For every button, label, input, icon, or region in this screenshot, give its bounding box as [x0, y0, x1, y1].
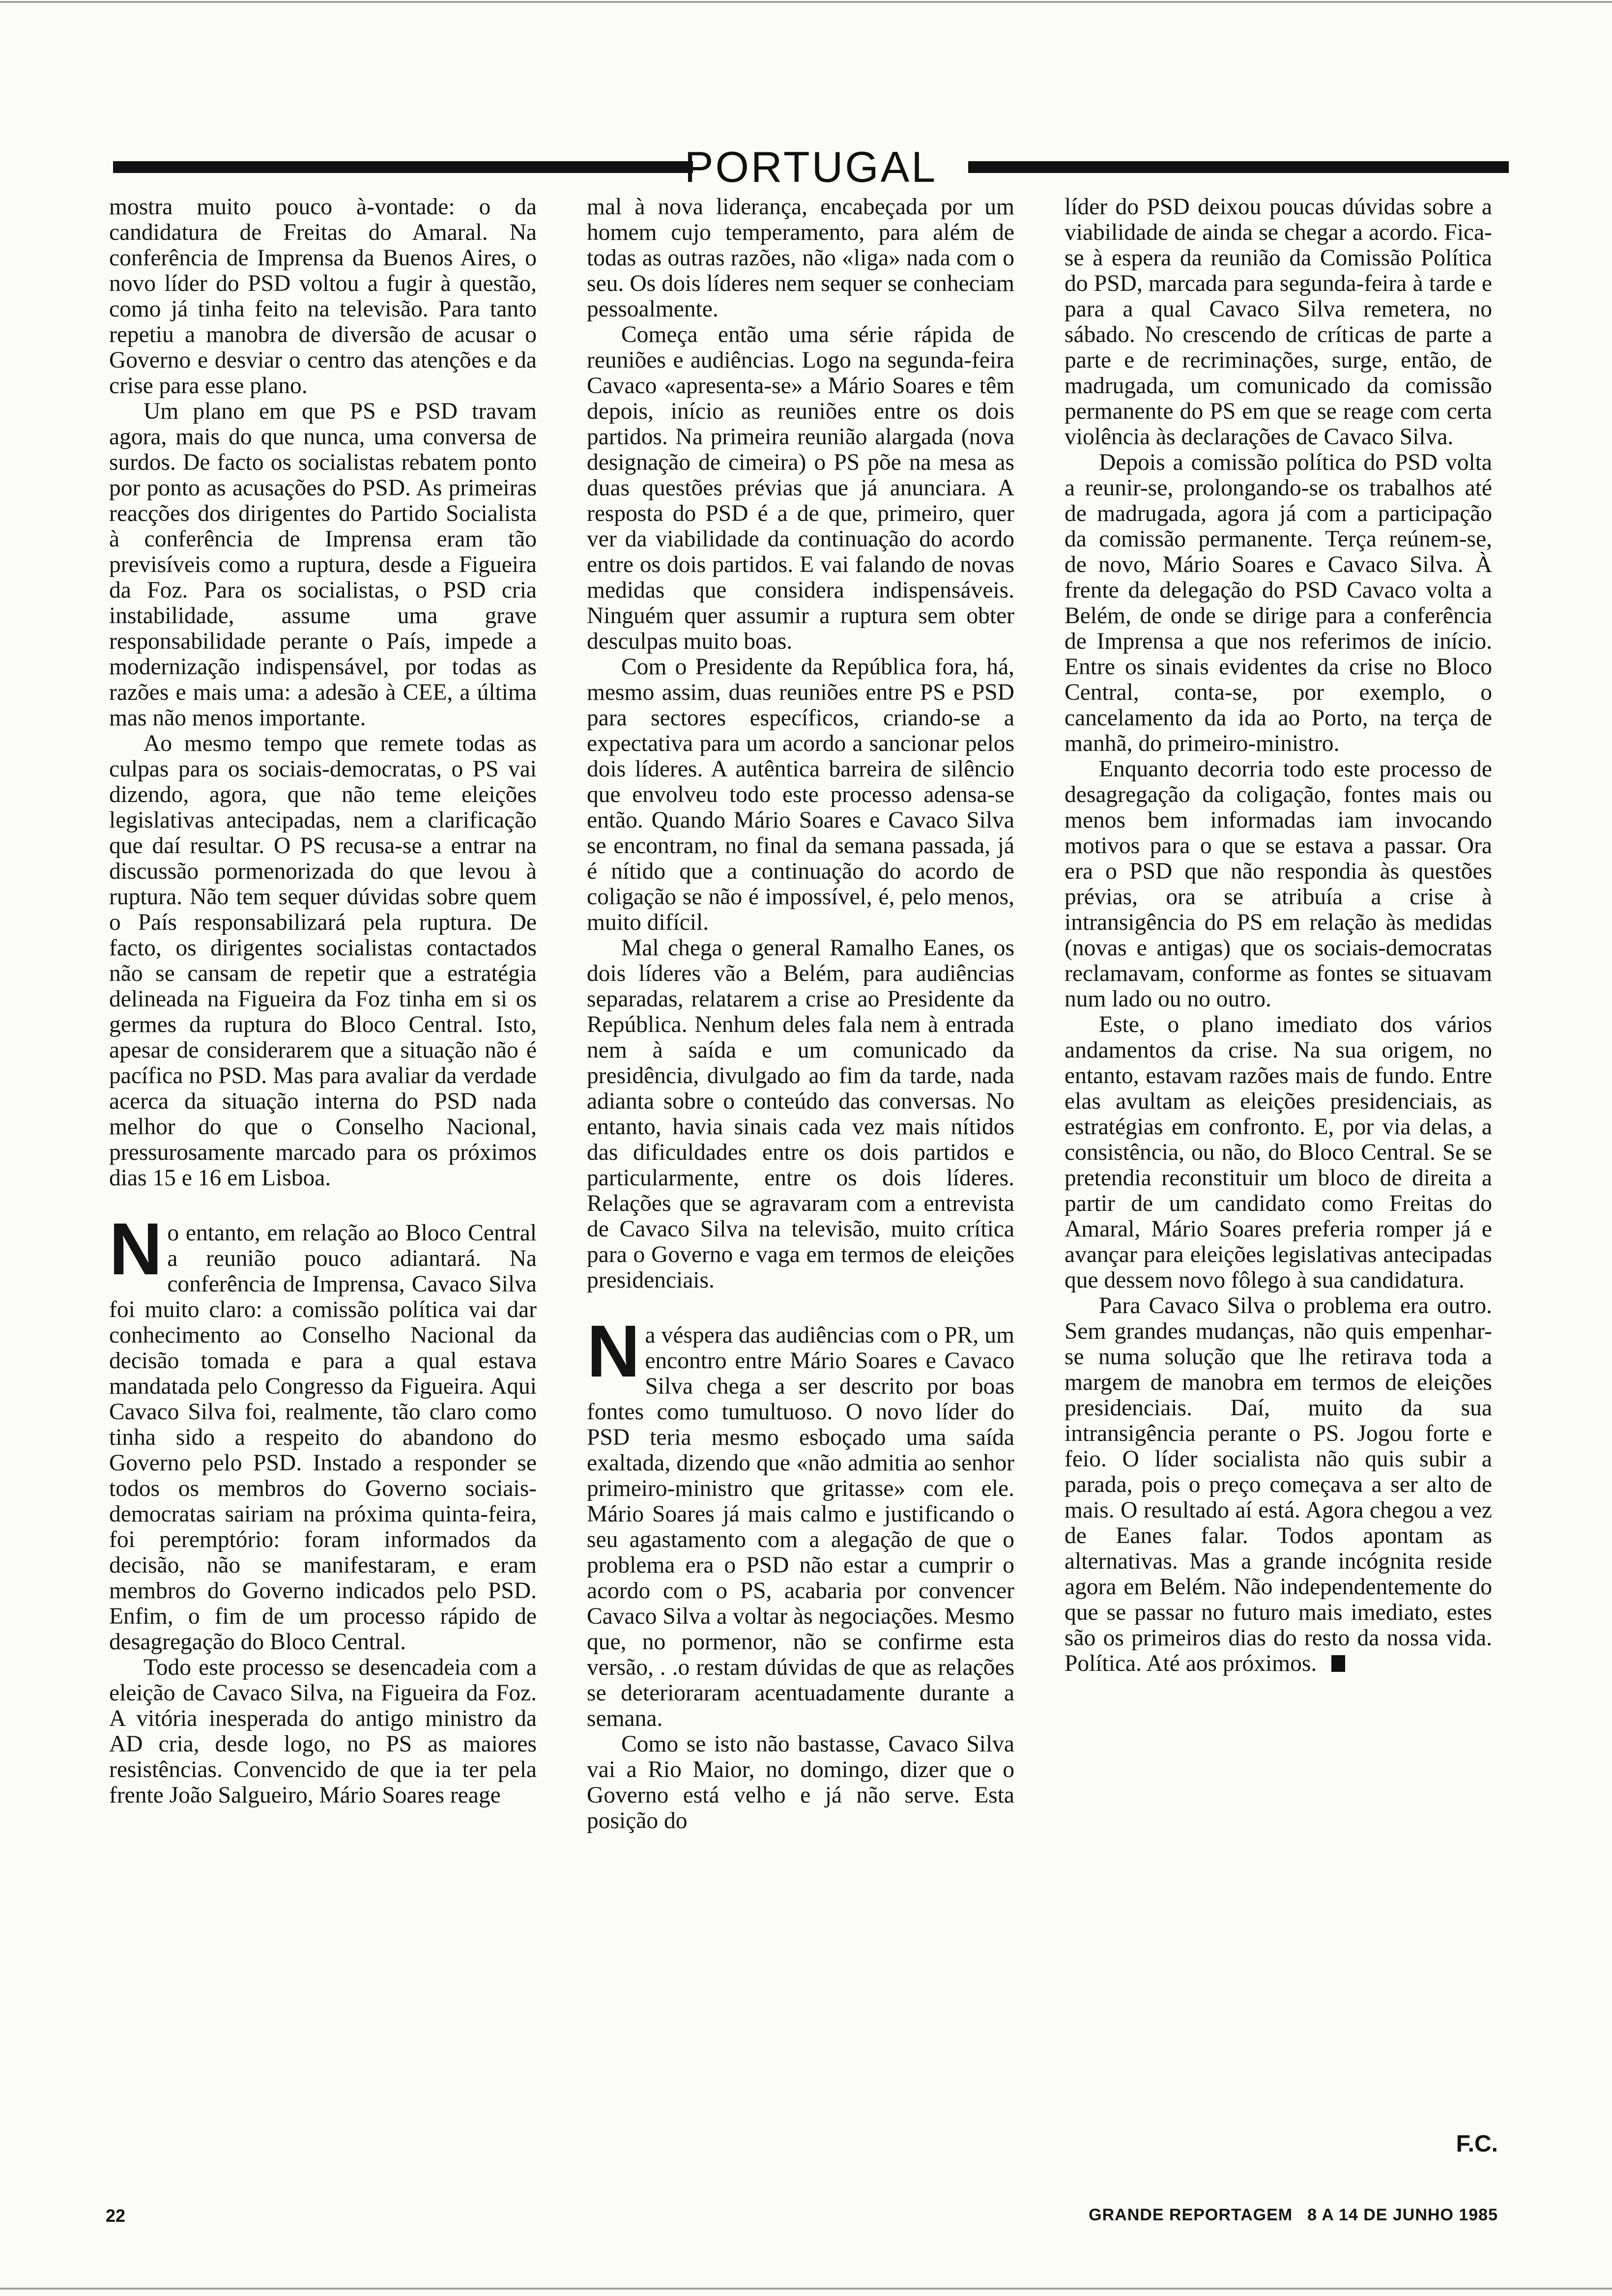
- scan-edge-top: [0, 1, 1612, 3]
- paragraph: Mal chega o general Ramalho Eanes, os dois líderes vão a Belém, para audiências separadas, relatarem a crise ao Presidente da República. Nenhum deles fala nem à entrada nem à saída e um comunicado da presidência, divulgado ao fim da tarde, nada adianta sobre o conteúdo das conversas. No entanto, havia sinais cada vez mais nítidos das dificuldades entre os dois partidos e particularmente, entre os dois líderes. Relações que se agravaram com a entrevista de Cavaco Silva na televisão, muito crítica para o Governo e vaga em termos de eleições presidenciais.: [587, 935, 1014, 1293]
- paragraph-text: a véspera das audiências com o PR, um encontro entre Mário Soares e Cavaco Silva chega a ser descrito por boas fontes como tumultuoso. O novo líder do PSD teria mesmo esboçado uma saída exaltada, dizendo que «não admitia ao senhor primeiro-ministro que gritasse» com ele. Mário Soares já mais calmo e justificando o seu agastamento com a alegação de que o problema era o PSD não estar a cumprir o acordo com o PS, acabaria por convencer Cavaco Silva a voltar às negociações. Mesmo que, no pormenor, não se confirme esta versão, . .o restam dúvidas de que as relações se deterioraram acentuadamente durante a semana.: [587, 1322, 1014, 1731]
- footer-publication: [1074, 2206, 1498, 2225]
- paragraph: Um plano em que PS e PSD travam agora, mais do que nunca, uma conversa de surdos. De facto os socialistas rebatem ponto por ponto as acusações do PSD. As primeiras reacções dos dirigentes do Partido Socialista à conferência de Imprensa eram tão previsíveis como a ruptura, desde a Figueira da Foz. Para os socialistas, o PSD cria instabilidade, assume uma grave responsabilidade perante o País, impede a modernização indispensável, por todas as razões e mais uma: a adesão à CEE, a última mas não menos importante.: [109, 399, 537, 731]
- paragraph-with-drop-cap: [109, 1207, 537, 1655]
- paragraph: Enquanto decorria todo este processo de desagregação da coligação, fontes mais ou menos bem informadas iam invocando motivos para o que se estava a passar. Ora era o PSD que não respondia às questões prévias, ora se atribuía a crise à intransigência do PS em relação às medidas (novas e antigas) que os sociais-democratas reclamavam, conforme as fontes se situavam num lado ou no outro.: [1065, 756, 1492, 1012]
- article-column-3: [1065, 194, 1492, 1676]
- paragraph-final: [1065, 1293, 1492, 1676]
- end-of-article-icon: [1331, 1655, 1345, 1672]
- paragraph: Com o Presidente da República fora, há, mesmo assim, duas reuniões entre PS e PSD para sectores específicos, criando-se a expectativa para um acordo a sancionar pelos dois líderes. A autêntica barreira de silêncio que envolveu todo este processo adensa-se então. Quando Mário Soares e Cavaco Silva se encontram, no final da semana passada, já é nítido que a continuação do acordo de coligação se não é impossível, é, pelo menos, muito difícil.: [587, 654, 1014, 935]
- header-rule-right: [968, 161, 1509, 173]
- paragraph-text: o entanto, em relação ao Bloco Central a reunião pouco adiantará. Na conferência de Imprensa, Cavaco Silva foi muito claro: a comissão política vai dar conhecimento ao Conselho Nacional da decisão tomada e para a qual estava mandatada pelo Congresso da Figueira. Aqui Cavaco Silva foi, realmente, tão claro como tinha sido a respeito do abandono do Governo pelo PSD. Instado a responder se todos os membros do Governo sociais-democratas sairiam na próxima quinta-feira, foi peremptório: foram informados da decisão, não se manifestaram, e eram membros do Governo indicados pelo PSD. Enfim, o fim de um processo rápido de desagregação do Bloco Central.: [109, 1220, 537, 1655]
- page-number: 22: [106, 2206, 126, 2226]
- paragraph: Todo este processo se desencadeia com a eleição de Cavaco Silva, na Figueira da Foz. A vitória inesperada do antigo ministro da AD cria, desde logo, no PS as maiores resistências. Convencido de que ia ter pela frente João Salgueiro, Mário Soares reage: [109, 1655, 537, 1808]
- paragraph: Como se isto não bastasse, Cavaco Silva vai a Rio Maior, no domingo, dizer que o Governo está velho e já não serve. Esta posição do: [587, 1731, 1014, 1834]
- paragraph: líder do PSD deixou poucas dúvidas sobre a viabilidade de ainda se chegar a acordo. Fica-se à espera da reunião da Comissão Política do PSD, marcada para segunda-feira à tarde e para a qual Cavaco Silva remetera, no sábado. No crescendo de críticas de parte a parte e de recriminações, surge, então, de madrugada, um comunicado da comissão permanente do PS em que se reage com certa violência às declarações de Cavaco Silva.: [1065, 194, 1492, 450]
- scan-edge-bottom: [0, 2288, 1612, 2290]
- paragraph: Este, o plano imediato dos vários andamentos da crise. Na sua origem, no entanto, estavam razões mais de fundo. Entre elas avultam as eleições presidenciais, as estratégias em confronto. E, por via delas, a consistência, ou não, do Bloco Central. Se se pretendia reconstituir um bloco de direita a partir de um candidato como Freitas do Amaral, Mário Soares preferia romper já e avançar para eleições legislativas antecipadas que dessem novo fôlego à sua candidatura.: [1065, 1012, 1492, 1293]
- article-column-1: [109, 194, 537, 1808]
- drop-cap: N: [587, 1310, 640, 1392]
- paragraph-with-drop-cap: [587, 1310, 1014, 1731]
- paragraph: Depois a comissão política do PSD volta a reunir-se, prolongando-se os trabalhos até de madrugada, agora já com a participação da comissão permanente. Terça reúnem-se, de novo, Mário Soares e Cavaco Silva. À frente da delegação do PSD Cavaco volta a Belém, de onde se dirige para a conferência de Imprensa a que nos referimos de início. Entre os sinais evidentes da crise no Bloco Central, conta-se, por exemplo, o cancelamento da ida ao Porto, na terça de manhã, do primeiro-ministro.: [1065, 450, 1492, 756]
- issue-date: 8 A 14 DE JUNHO 1985: [1307, 2206, 1498, 2224]
- article-column-2: [587, 194, 1014, 1834]
- section-header: [113, 143, 1509, 191]
- drop-cap: N: [109, 1207, 163, 1290]
- paragraph-text: Para Cavaco Silva o problema era outro. Sem grandes mudanças, não quis empenhar-se numa solução que lhe retirava toda a margem de manobra em termos de eleições presidenciais. Daí, muito da sua intransigência perante o PS. Jogou forte e feio. O líder socialista não quis subir a parada, pois o preço começava a ser alto de mais. O resultado aí está. Agora chegou a vez de Eanes falar. Todos apontam as alternativas. Mas a grande incógnita reside agora em Belém. Não independentemente do que se passar no futuro mais imediato, estes são os primeiros dias do resto da nossa vida. Política. Até aos próximos.: [1065, 1293, 1492, 1676]
- paragraph: Começa então uma série rápida de reuniões e audiências. Logo na segunda-feira Cavaco «apresenta-se» a Mário Soares e têm depois, início as reuniões entre os dois partidos. Na primeira reunião alargada (nova designação de cimeira) o PS põe na mesa as duas questões prévias que já anunciara. A resposta do PSD é a de que, primeiro, quer ver da viabilidade da continuação do acordo entre os dois partidos. E vai falando de novas medidas que considera indispensáveis. Ninguém quer assumir a ruptura sem obter desculpas muito boas.: [587, 322, 1014, 654]
- paragraph: mostra muito pouco à-vontade: o da candidatura de Freitas do Amaral. Na conferência de Imprensa da Buenos Aires, o novo líder do PSD voltou a fugir à questão, como já tinha feito na televisão. Para tanto repetiu a manobra de diversão de acusar o Governo e desviar o centro das atenções e da crise para esse plano.: [109, 194, 537, 399]
- paragraph: mal à nova liderança, encabeçada por um homem cujo temperamento, para além de todas as outras razões, não «liga» nada com o seu. Os dois líderes nem sequer se conheciam pessoalmente.: [587, 194, 1014, 322]
- section-title: PORTUGAL: [684, 143, 938, 191]
- paragraph: Ao mesmo tempo que remete todas as culpas para os sociais-democratas, o PS vai dizendo, agora, que não teme eleições legislativas antecipadas, nem a clarificação que daí resultar. O PS recusa-se a entrar na discussão pormenorizada do que levou à ruptura. Não tem sequer dúvidas sobre quem o País responsabilizará pela ruptura. De facto, os dirigentes socialistas contactados não se cansam de repetir que a estratégia delineada na Figueira da Foz tinha em si os germes da ruptura do Bloco Central. Isto, apesar de considerarem que a situação não é pacífica no PSD. Mas para avaliar da verdade acerca da situação interna do PSD nada melhor do que o Conselho Nacional, pressurosamente marcado para os próximos dias 15 e 16 em Lisboa.: [109, 731, 537, 1191]
- publication-name: GRANDE REPORTAGEM: [1089, 2206, 1293, 2224]
- author-byline: F.C.: [1456, 2131, 1498, 2157]
